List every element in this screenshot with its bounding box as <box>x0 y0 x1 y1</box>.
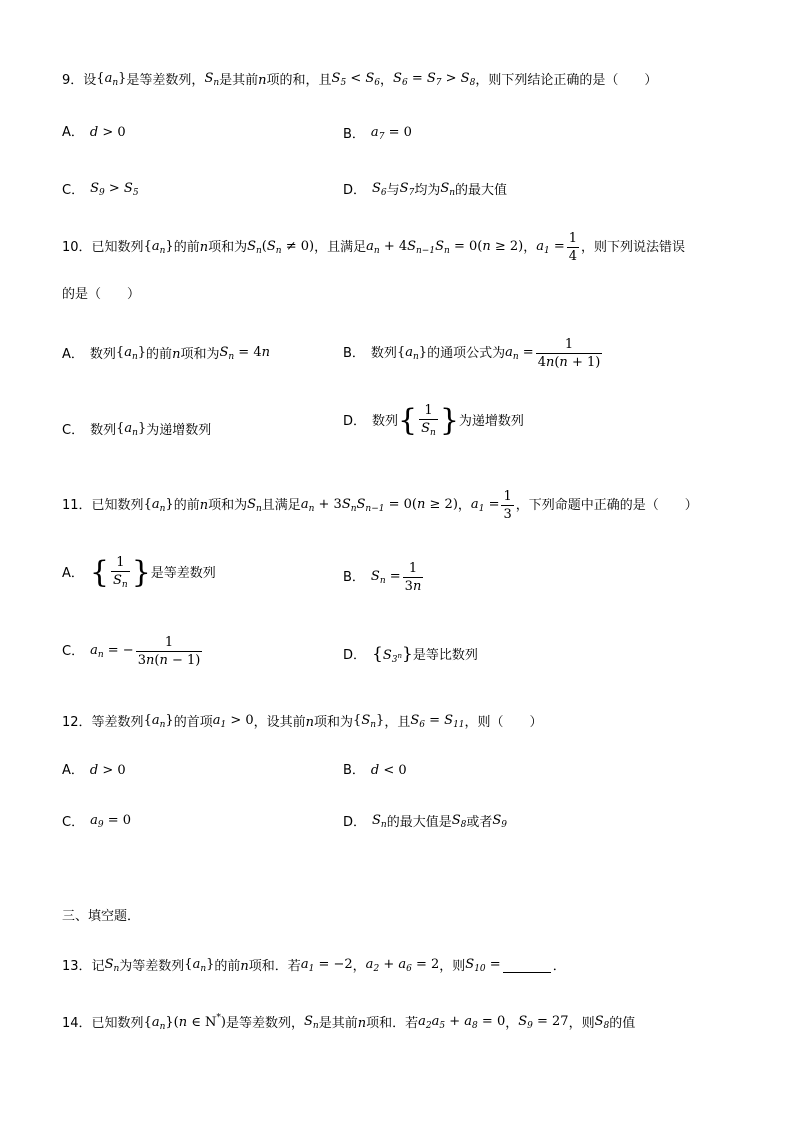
option-text: 的最大值 <box>455 182 508 198</box>
stem-text: 项和．若 <box>366 1015 419 1031</box>
stem-text: ，且 <box>384 714 411 730</box>
question-11-stem <box>62 490 698 521</box>
math: n <box>199 498 209 514</box>
math: $S_n$ <box>440 181 456 198</box>
question-number: 10． <box>62 240 92 256</box>
math: $S_{10}$ = <box>465 957 501 974</box>
math: $\{a_n\}$ <box>115 345 147 362</box>
left-brace: { <box>89 555 109 591</box>
stem-text: 设 <box>83 72 97 88</box>
option-label: B． <box>343 346 365 362</box>
stem-text: ，设其前 <box>253 714 306 730</box>
math: $a_n + 4S_{n-1}S_n = 0(n \ge 2)$ <box>366 238 524 256</box>
math: $a_1 = -2$ <box>300 957 353 974</box>
stem-text: 是其前 <box>219 72 259 88</box>
math: $a_1 > 0$ <box>212 713 254 730</box>
stem-text: ，且满足 <box>314 240 367 256</box>
q10-option-d[interactable] <box>343 404 524 438</box>
stem-text: 为等差数列 <box>119 958 185 974</box>
option-text: 项和为 <box>180 346 220 362</box>
question-9-stem <box>62 72 657 88</box>
option-text: 或者 <box>466 814 493 830</box>
math: $S_9$ <box>492 813 508 830</box>
stem-text: 的前 <box>173 240 200 256</box>
q12-option-a[interactable] <box>62 764 126 777</box>
option-label: B． <box>343 126 365 142</box>
stem-text: 是等差数列， <box>126 72 205 88</box>
question-10-stem-cont: 的是（ ） <box>62 287 141 302</box>
option-label: D． <box>343 814 367 830</box>
option-text: 数列 <box>90 422 117 438</box>
math: $S_7$ <box>399 181 415 198</box>
option-text: 数列 <box>89 346 116 362</box>
stem-text: ，则 <box>568 1015 595 1031</box>
stem-text: 已知数列 <box>91 1015 144 1031</box>
math: $\{a_n\}$ <box>96 71 127 88</box>
q11-option-d[interactable] <box>343 646 478 665</box>
stem-text: ， <box>380 72 394 88</box>
option-label: A． <box>62 346 84 362</box>
option-text: 均为 <box>414 182 441 198</box>
math: n <box>172 346 181 362</box>
math: d < 0 <box>370 763 407 778</box>
option-label: A． <box>62 763 84 778</box>
right-brace: } <box>131 555 151 591</box>
option-label: A． <box>62 125 84 140</box>
q9-option-a[interactable] <box>62 126 126 139</box>
stem-text: 已知数列 <box>91 240 144 256</box>
math: $\{a_n\}$ <box>184 957 215 974</box>
math: $S_6 = S_7 > S_8$ <box>393 71 476 88</box>
stem-text: 的前 <box>173 498 200 514</box>
option-text: 与 <box>386 182 400 198</box>
stem-text: 项的和，且 <box>266 72 332 88</box>
question-12-stem <box>62 714 543 730</box>
math: d > 0 <box>89 763 126 778</box>
math: $\{S_n\}$ <box>353 713 385 730</box>
option-label: C． <box>62 644 85 660</box>
option-text: 为递增数列 <box>458 413 524 429</box>
stem-text: 等差数列 <box>91 714 144 730</box>
math: $S_n$ = <box>370 568 401 586</box>
stem-text: 已知数列 <box>91 498 144 514</box>
math: $S_9 = 27$ <box>518 1014 569 1031</box>
fraction: $\frac{1}{4n(n + 1)}$ <box>537 337 601 370</box>
left-brace: { <box>398 403 418 439</box>
math: $S_n$ <box>304 1014 319 1031</box>
math: $a_n + 3S_nS_{n-1} = 0(n \ge 2)$ <box>300 496 458 514</box>
math: $\{a_n\}$ <box>116 421 147 438</box>
question-number: 11． <box>62 498 92 514</box>
option-text: 数列 <box>370 346 397 362</box>
option-label: C． <box>62 422 85 438</box>
stem-text: 记 <box>91 958 105 974</box>
q9-option-d[interactable] <box>343 182 507 198</box>
stem-text: 项和为 <box>314 714 354 730</box>
option-label: A． <box>62 565 84 581</box>
math: $S_n$ <box>104 957 120 974</box>
math: $\{a_n\}$ <box>396 344 428 362</box>
stem-text: ，则下列结论正确的是（ ） <box>475 72 658 88</box>
q9-option-b[interactable] <box>343 126 412 142</box>
stem-text: ， <box>505 1015 519 1031</box>
stem-text: 项和．若 <box>248 958 301 974</box>
math: n <box>258 72 267 88</box>
math: n <box>240 958 249 974</box>
question-13-stem <box>62 958 566 974</box>
q12-option-b[interactable] <box>343 764 407 777</box>
q10-option-b[interactable] <box>343 338 604 369</box>
math: $S_6 = S_{11}$ <box>410 713 465 730</box>
q11-option-c[interactable] <box>62 636 204 667</box>
math: $S_5 < S_6$ <box>331 71 381 88</box>
math: $a_2a_5 + a_8 = 0$ <box>418 1014 506 1031</box>
option-label: B． <box>343 570 365 586</box>
math: $a_1$ = <box>470 496 500 514</box>
fraction: $\frac{1}{4}$ <box>568 231 578 264</box>
option-label: C． <box>62 814 85 830</box>
option-label: D． <box>343 182 367 198</box>
math: $S_n$ <box>204 71 220 88</box>
math: $S_n$ <box>247 496 262 514</box>
stem-text: 的首项 <box>173 714 213 730</box>
math: n <box>357 1015 367 1031</box>
question-10-stem <box>62 232 685 263</box>
math: $a_1$ = <box>536 238 565 256</box>
fraction: $\frac{1}{3n}$ <box>404 561 422 594</box>
stem-text: 项和为 <box>208 240 248 256</box>
math: d > 0 <box>89 125 126 140</box>
option-label: D． <box>343 413 367 429</box>
math: $\{S_{3^n}\}$ <box>372 644 413 665</box>
math: n <box>305 714 315 730</box>
math: $a_n$ = − <box>90 642 134 660</box>
math: $a_2 + a_6 = 2$ <box>365 957 440 974</box>
q12-option-d[interactable] <box>343 814 507 830</box>
math: $S_9 > S_5$ <box>90 181 139 198</box>
stem-text: ，下列命题中正确的是（ ） <box>515 498 698 514</box>
math: $\{a_n\}$ <box>143 713 174 730</box>
math: $\{a_n\}$ <box>143 238 174 256</box>
stem-text: ，则 <box>439 958 466 974</box>
question-number: 13． <box>62 958 92 974</box>
option-text: 是等比数列 <box>412 648 478 663</box>
stem-text: 的值 <box>609 1015 636 1031</box>
q9-option-c[interactable] <box>62 182 139 198</box>
math: $a_n$ = <box>505 344 534 362</box>
fraction: $\frac{1}{3n(n - 1)}$ <box>137 635 201 668</box>
option-text: 是等差数列 <box>150 565 216 581</box>
fraction: $\frac{1}{3}$ <box>503 489 512 522</box>
math: $S_8$ <box>451 813 467 830</box>
question-number: 12． <box>62 714 92 730</box>
stem-text: 项和为 <box>208 498 248 514</box>
stem-text: ． <box>552 958 566 974</box>
section-title: 三、填空题． <box>62 909 141 924</box>
stem-text: 且满足 <box>261 498 301 514</box>
stem-text: 是其前 <box>318 1015 358 1031</box>
q10-option-c[interactable] <box>62 422 211 438</box>
stem-text: ， <box>352 958 366 974</box>
math: $\{a_n\}(n$ ∈ N*) <box>143 1013 226 1032</box>
fraction: $\frac{1}{S_n}$ <box>421 403 436 438</box>
q11-option-b[interactable] <box>343 562 425 593</box>
question-number: 9． <box>62 72 84 88</box>
stem-text: ， <box>457 498 471 514</box>
fraction: $\frac{1}{S_n}$ <box>113 555 128 590</box>
math: $S_8$ <box>594 1014 610 1031</box>
stem-text: 是等差数列， <box>225 1015 304 1031</box>
stem-text: ， <box>523 240 537 256</box>
option-text: 的最大值是 <box>386 814 452 830</box>
math: $S_n(S_n \ne 0)$ <box>247 238 315 256</box>
answer-blank[interactable] <box>503 960 551 973</box>
stem-text: 的前 <box>214 958 241 974</box>
option-text: 为递增数列 <box>146 422 212 438</box>
right-brace: } <box>439 403 459 439</box>
option-label: B． <box>343 763 365 778</box>
option-label: C． <box>62 182 85 198</box>
math: n <box>199 240 209 256</box>
question-14-stem <box>62 1014 635 1032</box>
math: $S_6$ <box>372 181 387 198</box>
option-text: 数列 <box>372 413 399 429</box>
math: $\{a_n\}$ <box>143 496 174 514</box>
q10-option-a[interactable] <box>62 346 270 362</box>
option-text: 的前 <box>146 346 173 362</box>
q12-option-c[interactable] <box>62 814 131 830</box>
q11-option-a[interactable] <box>62 556 216 590</box>
stem-text: ，则（ ） <box>464 714 543 730</box>
math: $S_n$ <box>372 813 387 830</box>
math: $S_n = 4n$ <box>219 345 270 362</box>
stem-text: ，则下列说法错误 <box>581 240 686 256</box>
math: $a_7 = 0$ <box>370 125 412 142</box>
question-number: 14． <box>62 1015 92 1031</box>
math: $a_9 = 0$ <box>90 813 132 830</box>
option-label: D． <box>343 648 367 663</box>
option-text: 的通项公式为 <box>427 346 506 362</box>
